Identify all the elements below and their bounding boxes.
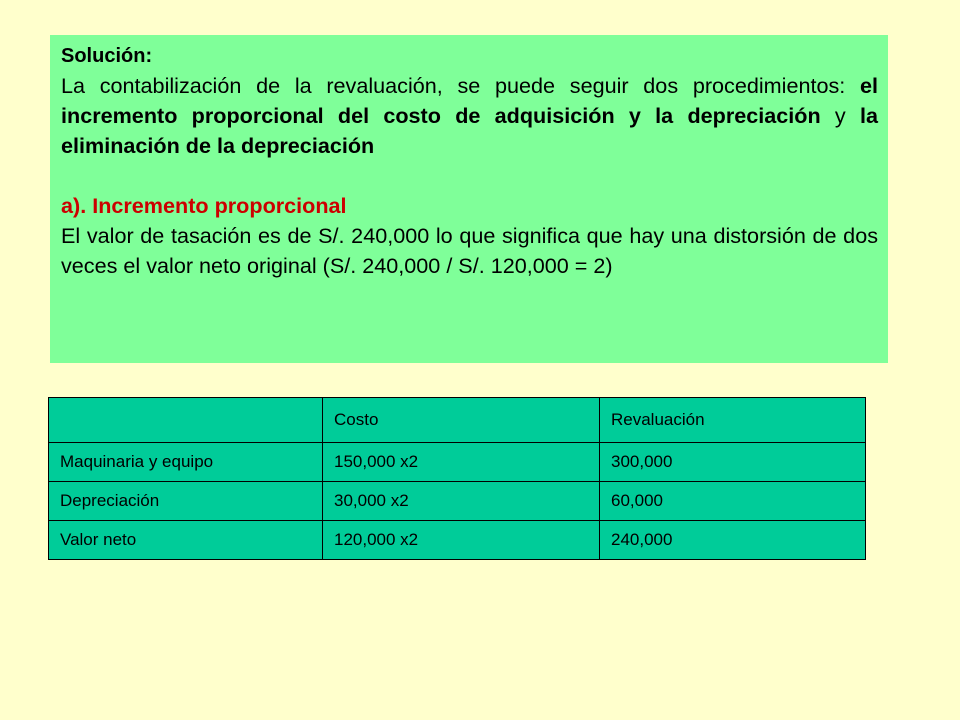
table-row xyxy=(49,521,866,560)
solution-intro xyxy=(61,71,878,161)
solution-textbox xyxy=(50,35,888,363)
solution-heading: Solución: xyxy=(61,45,153,67)
solution-body: El valor de tasación es de S/. 240,000 lo que significa que hay una distorsión de dos veces el valor neto original (S/. 240,000 / S/. 120,000 = 2) xyxy=(61,223,878,278)
row-costo: 120,000 x2 xyxy=(323,521,600,560)
row-costo: 150,000 x2 xyxy=(323,443,600,482)
row-label: Valor neto xyxy=(49,521,323,560)
revaluation-table xyxy=(48,397,866,560)
paragraph-spacer xyxy=(61,161,878,191)
row-revaluacion: 60,000 xyxy=(600,482,866,521)
header-cell-empty xyxy=(49,398,323,443)
row-label: Maquinaria y equipo xyxy=(49,443,323,482)
header-cell-revaluacion: Revaluación xyxy=(600,398,866,443)
row-revaluacion: 240,000 xyxy=(600,521,866,560)
table-row xyxy=(49,482,866,521)
row-label: Depreciación xyxy=(49,482,323,521)
intro-bold-1: el incremento proporcional del costo de adquisición y la depreciación xyxy=(61,73,878,128)
intro-text-1: La contabilización de la revaluación, se puede seguir dos procedimientos: xyxy=(61,73,860,98)
table-row xyxy=(49,443,866,482)
header-cell-costo: Costo xyxy=(323,398,600,443)
row-revaluacion: 300,000 xyxy=(600,443,866,482)
intro-bold-2: la eliminación de la depreciación xyxy=(61,103,878,158)
table-header-row xyxy=(49,398,866,443)
row-costo: 30,000 x2 xyxy=(323,482,600,521)
subheading-incremento: a). Incremento proporcional xyxy=(61,193,347,218)
intro-text-2: y xyxy=(820,103,860,128)
